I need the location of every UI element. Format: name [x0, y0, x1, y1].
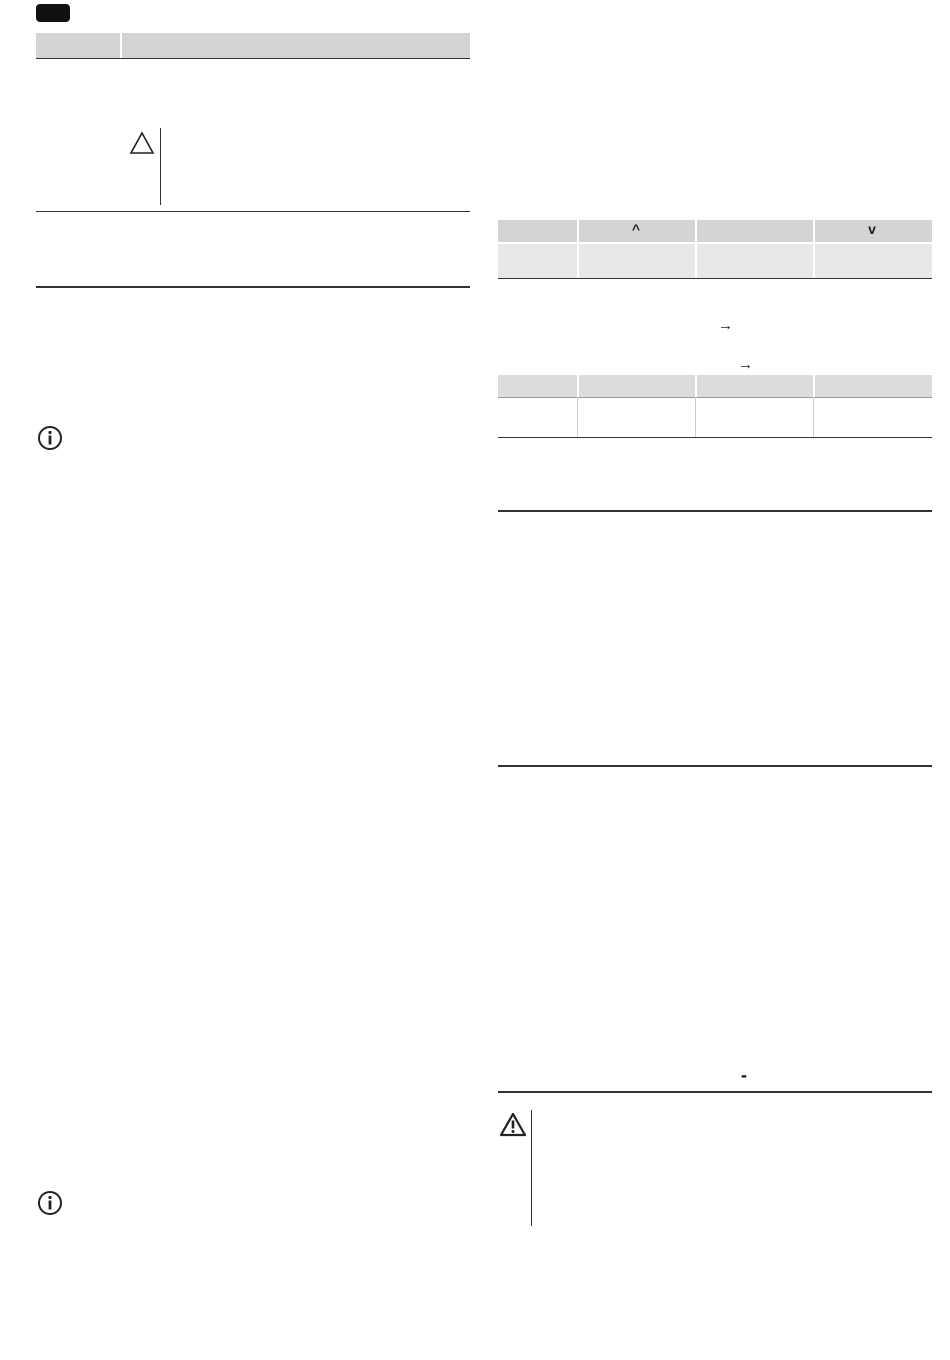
section-rule [498, 765, 932, 767]
info-icon [37, 425, 63, 451]
down-symbol: v [868, 221, 876, 237]
right-table-subheader-rule [498, 397, 932, 398]
right-table-data-rule [498, 437, 932, 438]
right-table-row-rule [498, 278, 932, 279]
separator-dash: - [741, 1065, 747, 1085]
right-table-col-divider [813, 397, 814, 437]
left-table-row-rule [36, 211, 470, 212]
caution-icon [129, 131, 155, 155]
warning-notice-bar [531, 1110, 532, 1226]
left-table-bottom-rule [36, 286, 470, 288]
caution-notice-bar [160, 128, 161, 205]
warning-section-rule [498, 1091, 932, 1093]
language-badge [36, 4, 70, 22]
right-table-row [498, 244, 932, 278]
right-table-col-divider [695, 397, 696, 437]
right-table-subheader [498, 375, 932, 397]
up-symbol: ^ [631, 221, 641, 237]
arrow-indicator: → [738, 356, 753, 373]
left-table-header [36, 33, 470, 59]
right-table-col-divider [577, 397, 578, 437]
right-table-bottom-rule [498, 510, 932, 512]
right-table-header [498, 220, 932, 242]
info-icon [37, 1190, 63, 1216]
arrow-indicator: → [718, 317, 733, 334]
left-table-header-rule [36, 58, 470, 59]
warning-icon [499, 1112, 527, 1138]
